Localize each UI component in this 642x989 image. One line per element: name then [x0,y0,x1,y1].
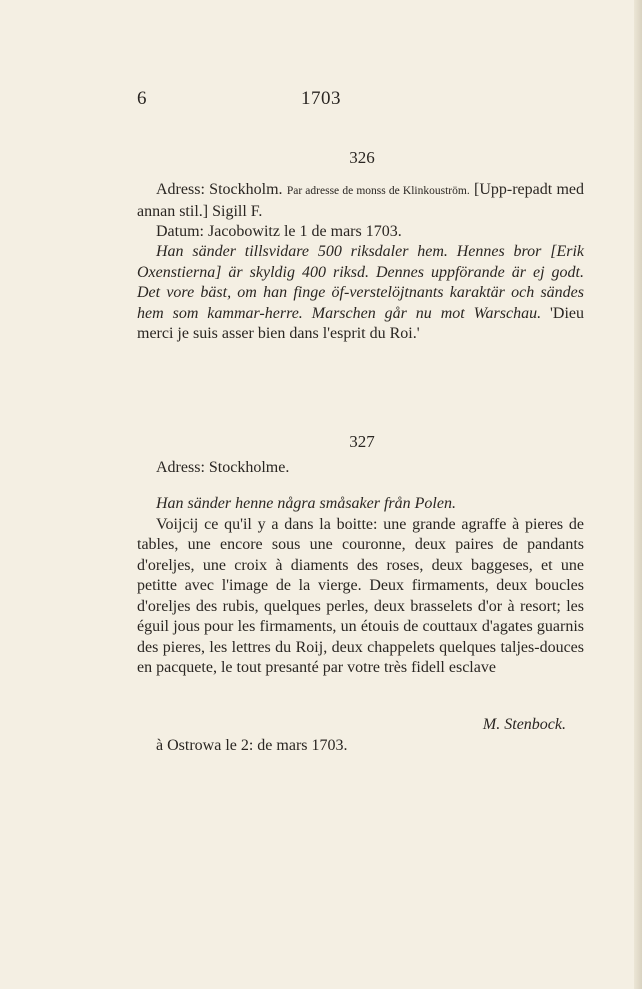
letter-327-summary: Han sänder henne några småsaker från Polen. [156,495,456,512]
letter-327-number: 327 [349,432,375,451]
letter-327-address-block [137,458,584,479]
letter-327-text: Voijcij ce qu'il y a dans la boitte: une grande agraffe à pieres de tables, une encore sous une couronne, deux paires de pandants d'oreljes, une croix à diaments des roses, deux baggeses, et une petitte avec l'image de la vierge. Deux firmaments, deux boucles d'oreljes des rubis, quelques perles, deux brasselets d'or à resort; les éguil jous pour les firmaments, un étouis de couttaux d'agates guarnis des pieres, les lettres du Roij, deux chappelets quelques taljes-douces en pacquete, le tout presanté par votre très fidell esclave [137,515,584,676]
page-number: 6 [137,88,147,109]
address-small: Par adresse de monss de Klinkouström. [286,185,470,197]
letter-326-header [137,180,584,243]
summary-part2: ] är skyldig 400 riksd. Dennes uppförande är ej godt. Det vore bäst, om han finge öf-verstelöjtnants karaktär och sändes hem som kammar-herre. Marschen går nu mot Warschau. [137,263,584,322]
letter-327-address: Adress: Stockholme. [156,459,290,476]
signature: M. Stenbock. [482,716,566,733]
letter-326-date: Datum: Jacobowitz le 1 de mars 1703. [156,223,402,240]
letter-326-summary [137,242,584,345]
address-rest: [Upp-repadt med annan stil.] Sigill F. [137,181,585,220]
letter-326-number: 326 [349,148,375,167]
running-title: 1703 [301,88,341,109]
letter-326-quote: 'Dieu merci je suis asser bien dans l'esprit du Roi.' [137,304,584,342]
letter-326-body [137,242,584,345]
letter-326-address [137,180,584,222]
letter-327-body [137,494,584,679]
summary-part1: Han sänder tillsvidare 500 riksdaler hem. Hennes bror [ [156,243,557,260]
address-lead: Adress: Stockholm. [156,181,283,198]
place-date: à Ostrowa le 2: de mars 1703. [156,737,348,754]
summary-name: Erik Oxenstierna [137,243,584,281]
